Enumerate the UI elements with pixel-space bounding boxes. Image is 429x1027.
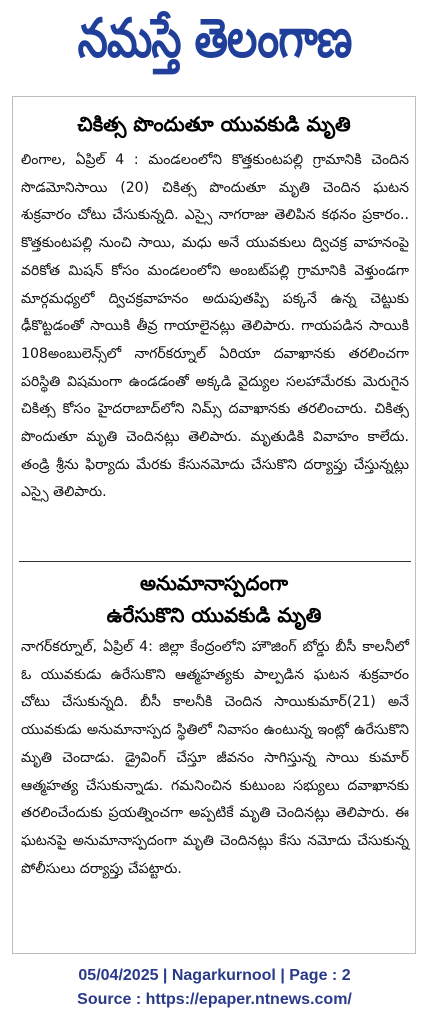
footer [0,964,429,1012]
masthead [0,0,429,90]
footer-date-page: 05/04/2025 | Nagarkurnool | Page : 2 [78,967,351,984]
article1-headline: చికిత్స పొందుతూ యువకుడి మృతి [77,112,351,136]
newspaper-clipping [12,96,416,954]
masthead-title: నమస్తే తెలంగాణ [77,7,352,70]
article1-body: లింగాల, ఏప్రిల్ 4 : మండలంలోని కొత్తకుంటపల్లి గ్రామానికి చెందిన సొడమోనిసాయి (20) చికిత్స పొందుతూ మృతి చెందిన ఘటన శుక్రవారం చోటు చేసుకున్నది. ఎస్సై నాగరాజు తెలిపిన కథనం ప్రకారం.. కొత్తకుంటపల్లి నుంచి సాయి, మధు అనే యువకులు ద్విచక్ర వాహనంపై వరికోత మిషన్ కోసం మండలంలోని అంబట్‌పల్లి గ్రామానికి వెళ్తుండగా మార్గమధ్యలో ద్విచక్రవాహనం అదుపుతప్పి పక్కనే ఉన్న చెట్టుకు ఢీకొట్టడంతో సాయికి తీవ్ర గాయాలైనట్లు తెలిపారు. గాయపడిన సాయికి 108అంబులెన్స్‌లో నాగర్‌కర్నూల్ ఏరియా దవాఖానకు తరలించగా పరిస్థితి విషమంగా ఉండడంతో అక్కడి వైద్యుల సలహామేరకు మెరుగైన చికిత్స కోసం హైదరాబాద్‌లోని నిమ్స్ దవాఖానకు తరలించారు. చికిత్స పొందుతూ మృతి చెందినట్లు తెలిపారు. మృతుడికి వివాహం కాలేదు. తండ్రి శ్రీను ఫిర్యాదు మేరకు కేసునమోదు చేసుకొని దర్యాప్తు చేస్తున్నట్లు ఎస్సై తెలిపారు. [21,152,410,501]
footer-source: Source : https://epaper.ntnews.com/ [77,991,352,1008]
article2-headline [13,567,415,631]
article2-body: నాగర్‌కర్నూల్, ఏప్రిల్ 4: జిల్లా కేంద్రంలోని హౌజింగ్ బోర్డు బీసీ కాలనీలో ఓ యువకుడు ఉరేసుకొని ఆత్మహత్యకు పాల్పడిన ఘటన శుక్రవారం చోటు చేసుకున్నది. బీసీ కాలనీకి చెందిన సాయికుమార్(21) అనే యువకుడు అనుమానాస్పద స్థితిలో నివాసం ఉంటున్న ఇంట్లో ఉరేసుకొని మృతి చెందాడు. డ్రైవింగ్ చేస్తూ జీవనం సాగిస్తున్న సాయి కుమార్ ఆత్మహత్య చేసుకున్నాడు. గమనించిన కుటుంబ సభ్యులు దవాఖానకు తరలించేందుకు ప్రయత్నించగా అప్పటికే మృతి చెందినట్లు తెలిపారు. ఈ ఘటనపై అనుమానాస్పదంగా మృతి చెందినట్లు కేసు నమోదు చేసుకున్న పోలీసులు దర్యాప్తు చేపట్టారు. [21,639,409,877]
article2-headline-line1: అనుమానాస్పదంగా [139,571,289,595]
article2-headline-line2: ఉరేసుకొని యువకుడి మృతి [106,603,322,627]
article-divider [19,561,411,562]
